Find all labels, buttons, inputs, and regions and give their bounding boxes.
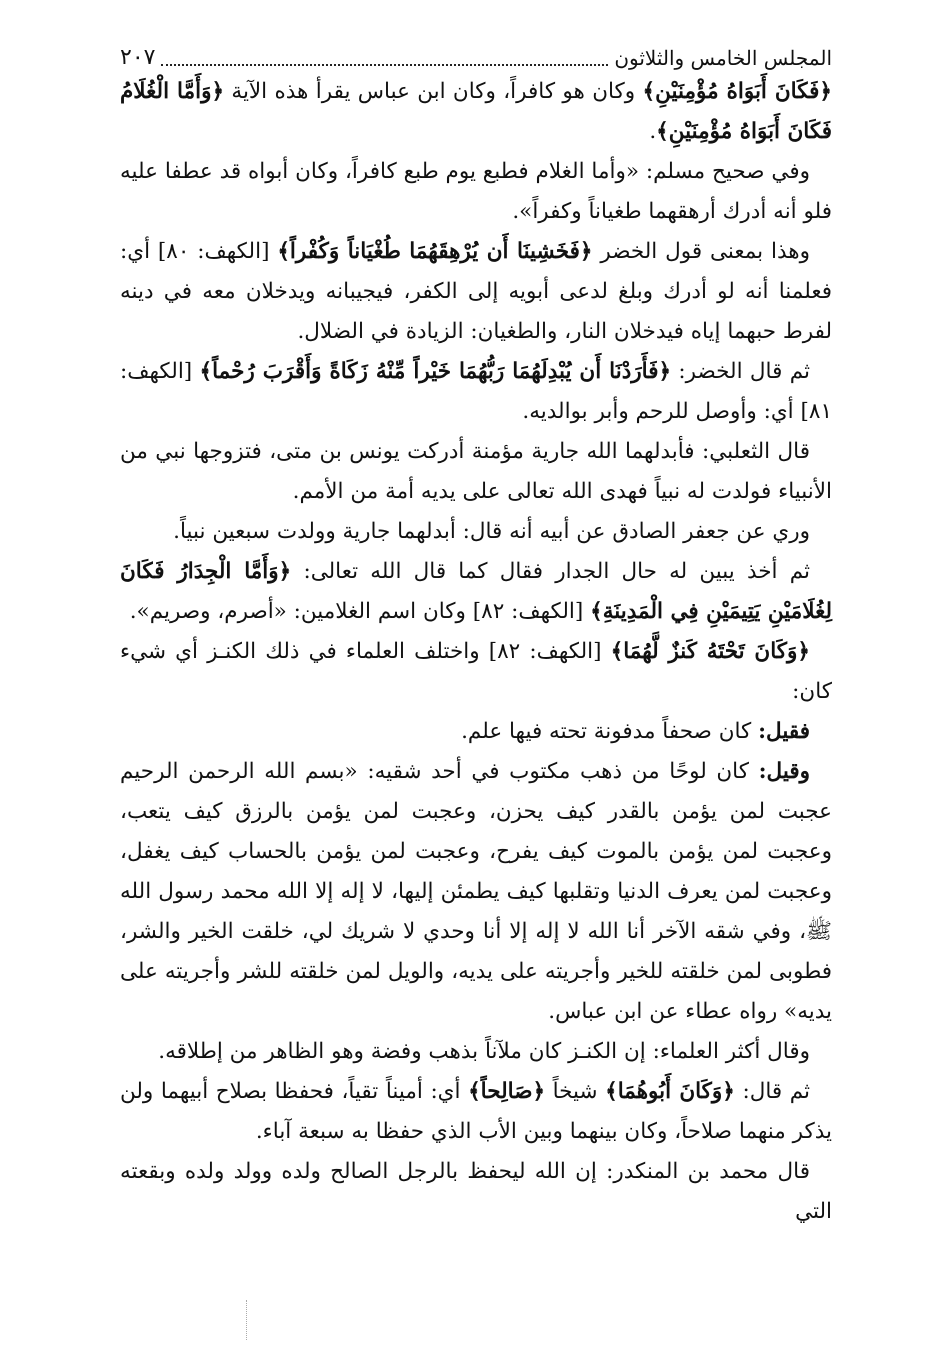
- paragraph: [120, 712, 832, 752]
- text-segment: [الكهف: ٨٢] واختلف العلماء في ذلك الكنـز أي شيء كان:: [120, 639, 832, 704]
- paragraph: [120, 432, 832, 512]
- opinion-lead: فقيل:: [758, 719, 810, 744]
- text-segment: شيخاً: [545, 1079, 606, 1104]
- paragraph: [120, 152, 832, 232]
- paragraph: [120, 1152, 832, 1232]
- quran-verse: ﴿وَأَمَّا الْغُلَامُ فَكَانَ أَبَوَاهُ مُؤْمِنَيْنِ﴾: [120, 79, 832, 144]
- text-segment: كان صحفاً مدفونة تحته فيها علم.: [461, 719, 759, 744]
- paragraph: [120, 352, 832, 432]
- quran-verse: ﴿فَأَرَدْنَا أَن يُبْدِلَهُمَا رَبُّهُمَا خَيْراً مِّنْهُ زَكَاةً وَأَقْرَبَ رُحْماً﴾: [199, 359, 672, 384]
- text-segment: وكان هو كافراً، وكان ابن عباس يقرأ هذه الآية: [224, 79, 643, 104]
- scan-mark: [246, 1300, 250, 1340]
- paragraph: [120, 632, 832, 712]
- text-segment: قال محمد بن المنكدر: إن الله ليحفظ بالرجل الصالح ولده وولد ولده وبقعته التي: [120, 1159, 832, 1224]
- text-segment: وفي صحيح مسلم: «وأما الغلام فطبع يوم طبع كافراً، وكان أبواه قد عطفا عليه فلو أنه أدرك أرهقهما طغياناً وكفراً».: [120, 159, 832, 224]
- quran-verse: ﴿وَكَانَ تَحْتَهُ كَنزٌ لَّهُمَا﴾: [610, 639, 810, 664]
- paragraph: [120, 1072, 832, 1152]
- text-segment: ثم قال:: [734, 1079, 811, 1104]
- text-segment: وري عن جعفر الصادق عن أبيه أنه قال: أبدلهما جارية وولدت سبعين نبياً.: [173, 519, 810, 544]
- chapter-title: المجلس الخامس والثلاثون: [614, 46, 832, 70]
- text-segment: .: [649, 119, 657, 144]
- text-segment: كان لوحًا من ذهب مكتوب في أحد شقيه: «بسم الله الرحمن الرحيم عجبت لمن يؤمن بالقدر كيف يحزن، وعجبت لمن يؤمن بالرزق كيف يتعب، وعجبت لمن يؤمن بالموت كيف يفرح، وعجبت لمن يؤمن بالحساب كيف يغفل، وعجبت لمن يعرف الدنيا وتقلبها كيف يطمئن إليها، لا إله إلا الله محمد رسول الله ﷺ، وفي شقه الآخر أنا الله لا إله إلا أنا وحدي لا شريك لي، خلقت الخير والشر، فطوبى لمن خلقته للخير وأجريته على يديه، والويل لمن خلقته للشر وأجريته على يديه» رواه عطاء عن ابن عباس.: [120, 759, 832, 1024]
- paragraph: [120, 1032, 832, 1072]
- paragraph: [120, 552, 832, 632]
- text-segment: [الكهف: ٨٢] وكان اسم الغلامين: «أصرم، وصريم».: [129, 599, 591, 624]
- paragraph: [120, 232, 832, 352]
- quran-verse: ﴿وَأَمَّا الْجِدَارُ فَكَانَ لِغُلَامَيْنِ يَتِيمَيْنِ فِي الْمَدِينَةِ﴾: [120, 559, 832, 624]
- text-segment: ثم أخذ يبين له حال الجدار فقال كما قال الله تعالى:: [291, 559, 810, 584]
- paragraph: [120, 72, 832, 152]
- body-text: [120, 72, 832, 1232]
- quran-verse: ﴿فَكَانَ أَبَوَاهُ مُؤْمِنَيْنِ﴾: [642, 79, 832, 104]
- paragraph: [120, 752, 832, 1032]
- page-number: ٢٠٧: [120, 45, 156, 70]
- paragraph: [120, 512, 832, 552]
- quran-verse: ﴿صَالِحاً﴾: [468, 1079, 546, 1104]
- quran-verse: ﴿وَكَانَ أَبُوهُمَا﴾: [605, 1079, 735, 1104]
- opinion-lead: وقيل:: [758, 759, 810, 784]
- text-segment: [الكهف: ٨٠] أي: فعلمنا أنه لو أدرك وبلغ لدعى أبويه إلى الكفر، فيجيبانه ويدخلان معه في دينه لفرط حبهما إياه فيدخلان النار، والطغيان: الزيادة في الضلال.: [120, 239, 832, 344]
- running-header: [120, 44, 832, 72]
- text-segment: وقال أكثر العلماء: إن الكنـز كان ملآناً بذهب وفضة وهو الظاهر من إطلاقه.: [158, 1039, 810, 1064]
- text-segment: ثم قال الخضر:: [671, 359, 810, 384]
- text-segment: أي: أميناً تقياً، فحفظا بصلاح أبيهما ولن يذكر منهما صلاحاً، وكان بينهما وبين الأب الذي حفظا به سبعة آباء.: [120, 1079, 832, 1144]
- text-segment: [الكهف: ٨١] أي: وأوصل للرحم وأبر بوالديه.: [120, 359, 832, 424]
- header-dotted-leader: [161, 50, 608, 66]
- quran-verse: ﴿فَخَشِينَا أَن يُرْهِقَهُمَا طُغْيَاناً وَكُفْراً﴾: [277, 239, 593, 264]
- text-segment: وهذا بمعنى قول الخضر: [592, 239, 810, 264]
- text-segment: قال الثعلبي: فأبدلهما الله جارية مؤمنة أدركت يونس بن متى، فتزوجها نبي من الأنبياء فولدت له نبياً فهدى الله تعالى على يديه أمة من الأمم.: [120, 439, 832, 504]
